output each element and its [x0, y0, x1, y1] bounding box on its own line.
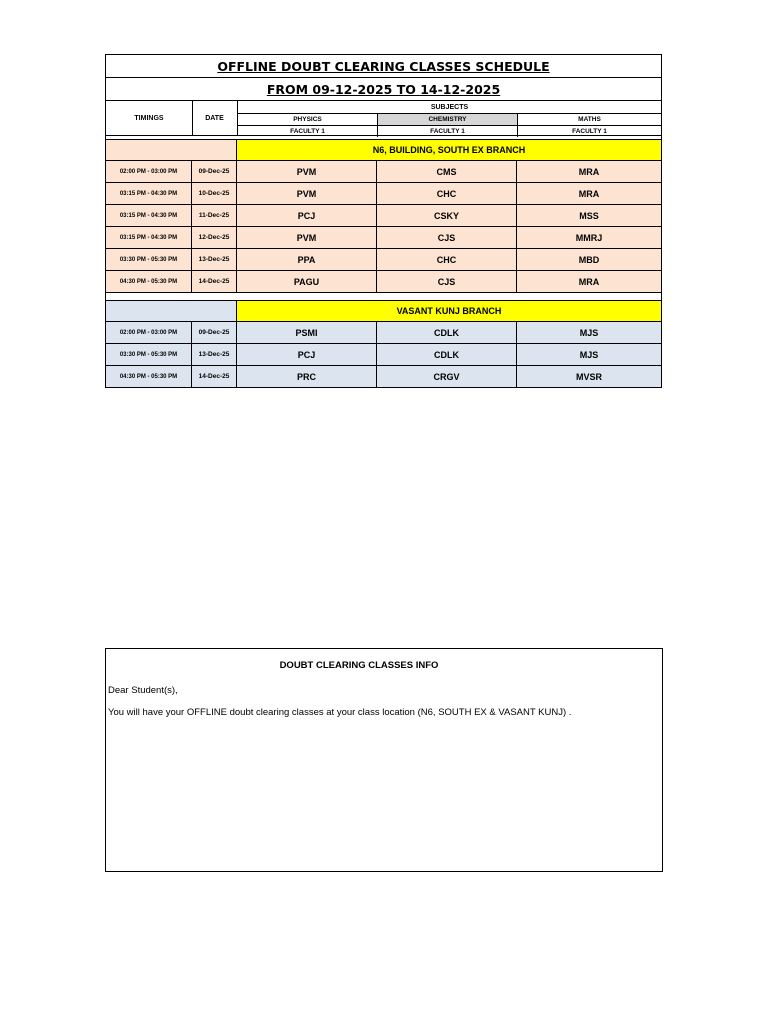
row-maths-faculty: MJS [579, 349, 599, 360]
row-chemistry-faculty: CRGV [377, 366, 517, 387]
header-date: DATE [192, 101, 238, 135]
info-greeting: Dear Student(s), [108, 685, 178, 696]
table-row [106, 227, 661, 249]
info-box [105, 648, 663, 872]
table-row [106, 161, 661, 183]
branch-gap [106, 293, 661, 301]
branch-rows [106, 322, 661, 387]
header-chemistry: CHEMISTRY [378, 114, 518, 125]
row-chemistry-faculty: CHC [377, 249, 517, 270]
row-time: 03:30 PM - 05:30 PM [106, 249, 192, 270]
row-physics-faculty: PVM [237, 161, 377, 182]
header-maths: MATHS [578, 116, 601, 123]
row-chemistry-faculty: CSKY [377, 205, 517, 226]
table-row [106, 205, 661, 227]
row-date: 14-Dec-25 [192, 271, 237, 292]
row-time: 03:15 PM - 04:30 PM [106, 183, 192, 204]
header-faculty-physics: FACULTY 1 [238, 126, 378, 137]
info-heading: DOUBT CLEARING CLASSES INFO [279, 660, 439, 671]
row-maths-faculty: MVSR [575, 371, 602, 382]
schedule-table [105, 54, 662, 388]
schedule-title: OFFLINE DOUBT CLEARING CLASSES SCHEDULE [106, 55, 661, 78]
row-date: 10-Dec-25 [192, 183, 237, 204]
header-subject-names [238, 114, 661, 126]
header-faculty-row [238, 126, 661, 137]
row-maths-faculty: MRA [578, 276, 600, 287]
row-maths-faculty: MMRJ [575, 232, 603, 243]
branches-container [106, 140, 661, 387]
row-physics-faculty: PVM [237, 227, 377, 248]
row-date: 09-Dec-25 [192, 322, 237, 343]
row-time: 03:30 PM - 05:30 PM [106, 344, 192, 365]
row-time: 03:15 PM - 04:30 PM [106, 205, 192, 226]
row-physics-faculty: PPA [237, 249, 377, 270]
row-maths-faculty: MBD [578, 254, 600, 265]
header-subjects: SUBJECTS [238, 101, 661, 114]
header-physics: PHYSICS [238, 114, 378, 125]
table-header [106, 101, 661, 136]
row-chemistry-faculty: CMS [377, 161, 517, 182]
row-physics-faculty: PVM [237, 183, 377, 204]
branch-header-blank [106, 140, 237, 160]
branch-rows [106, 161, 661, 293]
row-maths-faculty: MRA [578, 166, 600, 177]
row-time: 02:00 PM - 03:00 PM [106, 322, 192, 343]
header-faculty-chemistry: FACULTY 1 [378, 126, 518, 137]
row-chemistry-faculty: CHC [377, 183, 517, 204]
row-physics-faculty: PAGU [237, 271, 377, 292]
header-timings: TIMINGS [106, 101, 193, 135]
branch-header-blank [106, 301, 237, 321]
row-chemistry-faculty: CJS [377, 271, 517, 292]
row-time: 04:30 PM - 05:30 PM [106, 366, 192, 387]
row-maths-faculty: MJS [579, 327, 599, 338]
table-row [106, 322, 661, 344]
header-faculty-maths: FACULTY 1 [572, 128, 607, 135]
row-date: 11-Dec-25 [192, 205, 237, 226]
row-time: 03:15 PM - 04:30 PM [106, 227, 192, 248]
row-date: 09-Dec-25 [192, 161, 237, 182]
row-physics-faculty: PRC [237, 366, 377, 387]
table-row [106, 249, 661, 271]
branch-header-row [106, 140, 661, 161]
row-maths-faculty: MRA [578, 188, 600, 199]
row-physics-faculty: PSMI [237, 322, 377, 343]
table-row [106, 271, 661, 292]
table-row [106, 183, 661, 205]
table-row [106, 366, 661, 387]
row-date: 12-Dec-25 [192, 227, 237, 248]
row-time: 04:30 PM - 05:30 PM [106, 271, 192, 292]
row-date: 13-Dec-25 [192, 344, 237, 365]
schedule-date-range: FROM 09-12-2025 TO 14-12-2025 [106, 78, 661, 101]
row-chemistry-faculty: CJS [377, 227, 517, 248]
row-date: 14-Dec-25 [192, 366, 237, 387]
branch-name: VASANT KUNJ BRANCH [237, 301, 661, 321]
row-physics-faculty: PCJ [237, 344, 377, 365]
row-date: 13-Dec-25 [192, 249, 237, 270]
info-message: You will have your OFFLINE doubt clearing classes at your class location (N6, SOUTH EX & VASANT KUNJ) . [108, 707, 572, 718]
row-physics-faculty: PCJ [237, 205, 377, 226]
row-chemistry-faculty: CDLK [377, 344, 517, 365]
row-chemistry-faculty: CDLK [377, 322, 517, 343]
row-time: 02:00 PM - 03:00 PM [106, 161, 192, 182]
row-maths-faculty: MSS [579, 210, 599, 221]
branch-header-row [106, 301, 661, 322]
branch-name: N6, BUILDING, SOUTH EX BRANCH [237, 140, 661, 160]
table-row [106, 344, 661, 366]
